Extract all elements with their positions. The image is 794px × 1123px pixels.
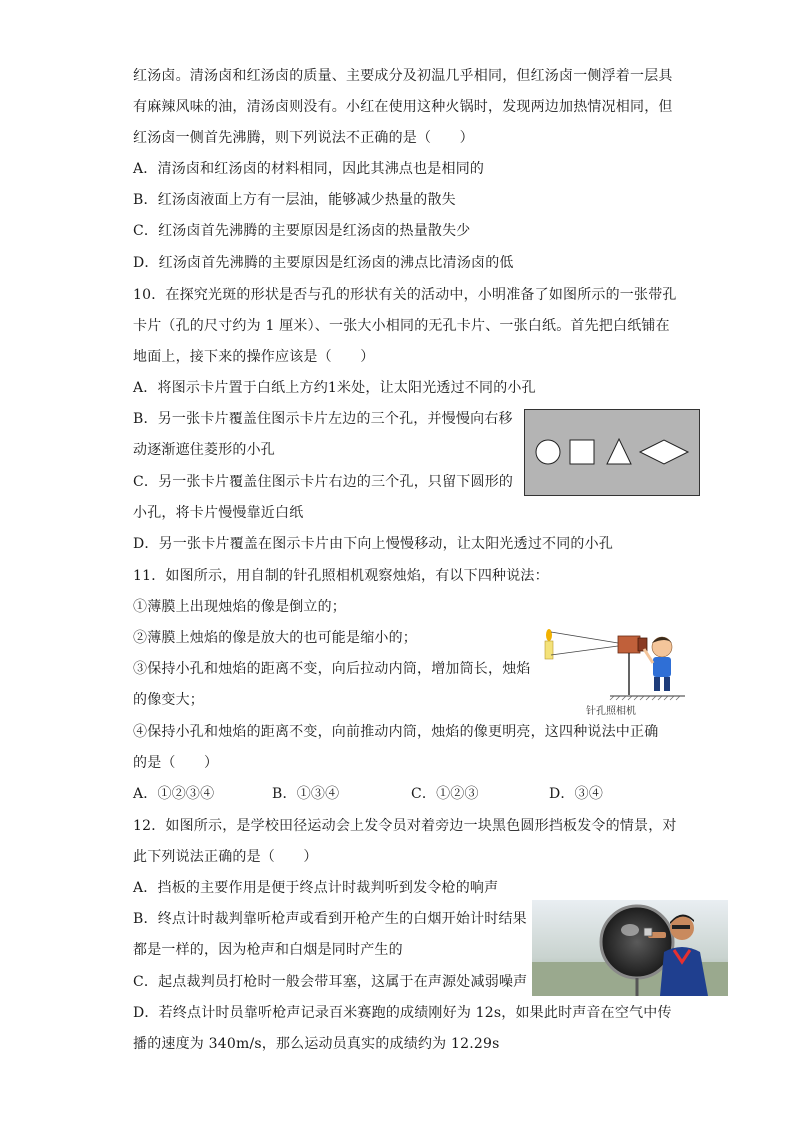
q11-statement-4: ④保持小孔和烛焰的距离不变，向前推动内筒，烛焰的像更明亮，这四种说法中正确 <box>133 724 659 740</box>
q11-statement-2: ②薄膜上烛焰的像是放大的也可能是缩小的； <box>133 630 417 646</box>
q10-option-c: C．另一张卡片覆盖住图示卡片右边的三个孔，只留下圆形的 <box>133 474 514 490</box>
pinhole-camera-figure <box>540 625 690 720</box>
q12-stem-line-1: 12．如图所示，是学校田径运动会上发令员对着旁边一块黑色圆形挡板发令的情景，对 <box>133 818 677 834</box>
q9-option-b: B．红汤卤液面上方有一层油，能够减少热量的散失 <box>133 192 456 208</box>
q10-stem-line-2: 卡片（孔的尺寸约为 1 厘米）、一张大小相同的无孔卡片、一张白纸。首先把白纸铺在 <box>133 318 670 334</box>
q11-stem-end: 的是（ ） <box>133 755 219 771</box>
q12-option-c: C．起点裁判员打枪时一般会带耳塞，这属于在声源处减弱噪声 <box>133 974 528 990</box>
q11-option-d: D．③④ <box>549 786 604 802</box>
starter-photo <box>532 900 728 996</box>
camera-outer-tube <box>618 636 640 653</box>
q11-option-a: A．①②③④ <box>133 786 215 802</box>
circle-hole <box>536 440 560 464</box>
pinhole-camera-caption: 针孔照相机 <box>586 706 636 717</box>
q10-option-c-cont: 小孔，将卡片慢慢靠近白纸 <box>133 505 304 521</box>
q9-option-c: C．红汤卤首先沸腾的主要原因是红汤卤的热量散失少 <box>133 223 471 239</box>
q12-stem-line-2: 此下列说法正确的是（ ） <box>133 849 318 865</box>
q11-option-c: C．①②③ <box>411 786 479 802</box>
candle-flame <box>546 629 552 641</box>
q9-stem-line-3: 红汤卤一侧首先沸腾，则下列说法不正确的是（ ） <box>133 130 474 146</box>
q10-option-b-cont: 动逐渐遮住菱形的小孔 <box>133 442 275 458</box>
square-hole <box>570 440 594 464</box>
hole-card-figure <box>524 409 700 496</box>
q12-option-b-cont: 都是一样的，因为枪声和白烟是同时产生的 <box>133 942 403 958</box>
q9-option-a: A．清汤卤和红汤卤的材料相同，因此其沸点也是相同的 <box>133 161 485 177</box>
q11-option-b: B．①③④ <box>272 786 340 802</box>
q9-option-d: D．红汤卤首先沸腾的主要原因是红汤卤的沸点比清汤卤的低 <box>133 255 514 271</box>
q10-stem-line-3: 地面上，接下来的操作应该是（ ） <box>133 349 375 365</box>
black-board <box>601 906 673 978</box>
child-body <box>653 657 671 677</box>
candle <box>545 641 553 659</box>
q12-option-b: B．终点计时裁判靠听枪声或看到开枪产生的白烟开始计时结果 <box>133 911 527 927</box>
q10-stem-line-1: 10．在探究光斑的形状是否与孔的形状有关的活动中，小明准备了如图所示的一张带孔 <box>133 287 677 303</box>
q11-stem: 11．如图所示，用自制的针孔照相机观察烛焰，有以下四种说法： <box>133 568 549 584</box>
q12-option-d-cont: 播的速度为 340m/s，那么运动员真实的成绩约为 12.29s <box>133 1036 500 1052</box>
starter-pistol <box>644 928 652 936</box>
q9-stem-line-1: 红汤卤。清汤卤和红汤卤的质量、主要成分及初温几乎相同，但红汤卤一侧浮着一层具 <box>133 68 673 84</box>
q11-statement-1: ①薄膜上出现烛焰的像是倒立的； <box>133 599 346 615</box>
q11-statement-3-cont: 的像变大； <box>133 692 204 708</box>
q11-statement-3: ③保持小孔和烛焰的距离不变，向后拉动内筒，增加筒长，烛焰 <box>133 661 531 677</box>
q12-option-a: A．挡板的主要作用是便于终点计时裁判听到发令枪的响声 <box>133 880 499 896</box>
q12-option-d: D．若终点计时员靠听枪声记录百米赛跑的成绩刚好为 12s，如果此时声音在空气中传 <box>133 1005 672 1021</box>
q9-stem-line-2: 有麻辣风味的油，清汤卤则没有。小红在使用这种火锅时，发现两边加热情况相同，但 <box>133 99 673 115</box>
q10-option-d: D．另一张卡片覆盖在图示卡片由下向上慢慢移动，让太阳光透过不同的小孔 <box>133 536 614 552</box>
q10-option-a: A．将图示卡片置于白纸上方约1米处，让太阳光透过不同的小孔 <box>133 380 536 396</box>
q10-option-b: B．另一张卡片覆盖住图示卡片左边的三个孔，并慢慢向右移 <box>133 411 513 427</box>
